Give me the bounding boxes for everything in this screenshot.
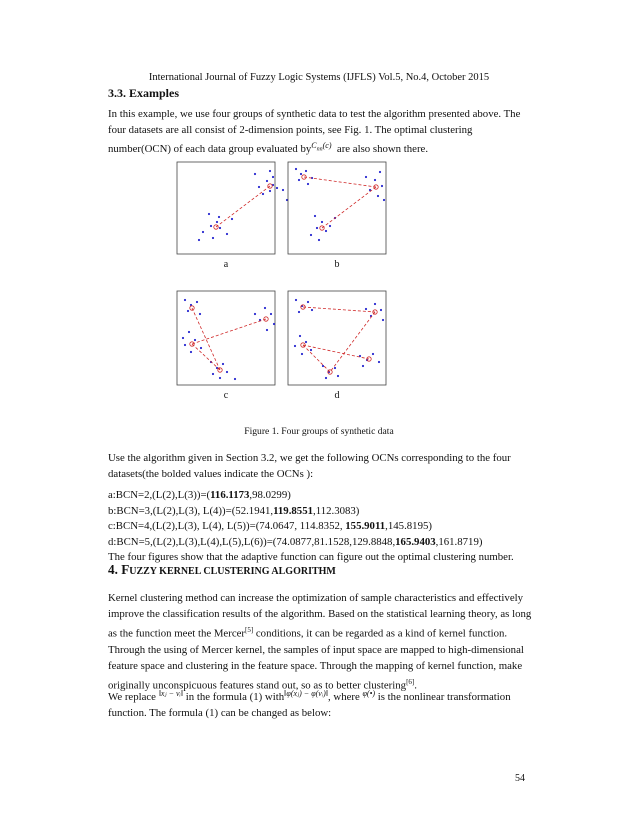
ocn-result-b (108, 504, 532, 520)
ocn-a-suffix: ,98.0299) (249, 489, 291, 501)
intro-line-3-end: are also shown there. (336, 143, 429, 155)
point (254, 173, 256, 175)
point (258, 186, 260, 188)
intro-line-1: In this example, we use four groups of synthetic data to test the algorithm presented above. The (108, 108, 521, 120)
point (282, 189, 284, 191)
point (212, 373, 214, 375)
point (234, 378, 236, 380)
point (334, 367, 336, 369)
point (325, 230, 327, 232)
point (310, 234, 312, 236)
point (380, 309, 382, 311)
panel-b-frame (288, 162, 386, 254)
point (184, 344, 186, 346)
results-line-2: datasets(the bolded values indicate the OCNs ): (108, 468, 314, 480)
kernel-line-4: Through the using of Mercer kernel, the samples of input space are mapped to high-dimensional (108, 643, 524, 656)
point (299, 335, 301, 337)
point (378, 361, 380, 363)
panel-a-label: a (223, 259, 229, 270)
point (219, 377, 221, 379)
cnn-subscript: nn (316, 146, 323, 153)
point (321, 221, 323, 223)
point (374, 179, 376, 181)
norm-x-minus-v: ‖xⱼ − vᵢ‖ (158, 689, 184, 698)
results-line-1: Use the algorithm given in Section 3.2, we get the following OCNs corresponding to the four (108, 452, 511, 464)
replace-text-c: , where (328, 691, 360, 703)
panel-d-label: d (334, 390, 340, 401)
phi-function: φ(•) (362, 689, 376, 698)
point (184, 299, 186, 301)
results-paragraph (108, 450, 532, 482)
intro-line-2: four datasets are all consist of 2-dimension points, see Fig. 1. The optimal clustering (108, 124, 473, 136)
section-4-heading (108, 562, 336, 578)
citation-6: [6] (406, 677, 415, 686)
kernel-paragraph (108, 590, 532, 693)
ocn-list (108, 488, 532, 566)
point (325, 377, 327, 379)
panel-a (177, 162, 288, 270)
point (305, 341, 307, 343)
point (307, 301, 309, 303)
cnn-argument: (c) (322, 141, 332, 150)
ocn-b-prefix: b:BCN=3,(L(2),L(3), L(4))=(52.1941, (108, 504, 274, 517)
kernel-line-1: Kernel clustering method can increase the optimization of sample characteristics and effectively (108, 592, 524, 604)
point (307, 183, 309, 185)
ocn-a-value: 116.1173 (210, 489, 250, 501)
kernel-line-3-start: as the function meet the Mercer (108, 627, 246, 640)
ocn-result-d (108, 535, 532, 551)
point (298, 179, 300, 181)
ocn-c-suffix: ,145.8195) (385, 520, 432, 532)
point (196, 301, 198, 303)
section-4-number: 4. F (108, 562, 130, 577)
point (310, 349, 312, 351)
section-title: 3.3. Examples (108, 86, 180, 100)
point (295, 299, 297, 301)
point (377, 195, 379, 197)
point (374, 303, 376, 305)
point (365, 308, 367, 310)
point (301, 353, 303, 355)
panel-b-label: b (334, 259, 340, 270)
point (212, 237, 214, 239)
intro-paragraph (108, 106, 532, 158)
point (208, 213, 210, 215)
point (316, 227, 318, 229)
point (276, 187, 278, 189)
point (218, 216, 220, 218)
point (362, 365, 364, 367)
panel-c (177, 291, 275, 401)
point (262, 193, 264, 195)
kernel-line-3-end: conditions, it can be regarded as a kind of kernel function. (253, 627, 508, 640)
page-number: 54 (515, 773, 525, 784)
point (210, 225, 212, 227)
panel-b (288, 162, 386, 270)
point (182, 337, 184, 339)
point (300, 173, 302, 175)
ocn-a-prefix: a:BCN=2,(L(2),L(3))=( (108, 489, 211, 501)
figure-1 (175, 160, 390, 416)
intro-line-3 (108, 138, 532, 158)
panel-a-frame (177, 162, 275, 254)
figure-caption: Figure 1. Four groups of synthetic data (244, 426, 394, 437)
point (222, 363, 224, 365)
ocn-c-prefix: c:BCN=4,(L(2),L(3), L(4), L(5))=(74.0647, 114.8352, (108, 520, 346, 532)
point (199, 313, 201, 315)
point (226, 233, 228, 235)
kernel-line-6-end: . (414, 679, 417, 692)
point (269, 190, 271, 192)
replace-text-a: We replace (108, 691, 156, 703)
cnn-math (311, 141, 332, 153)
point (269, 170, 271, 172)
point (382, 319, 384, 321)
point (381, 185, 383, 187)
point (190, 351, 192, 353)
panel-d (288, 291, 386, 401)
point (298, 311, 300, 313)
ocn-d-prefix: d:BCN=5,(L(2),L(3),L(4),L(5),L(6))=(74.0877,81.1528,129.8848, (108, 535, 396, 548)
point (266, 180, 268, 182)
ocn-d-suffix: ,161.8719) (435, 535, 483, 548)
section-4-title: UZZY KERNEL CLUSTERING ALGORITHM (129, 566, 336, 577)
point (216, 221, 218, 223)
point (194, 339, 196, 341)
ocn-c-value: 155.9011 (345, 520, 386, 532)
point (379, 171, 381, 173)
kernel-line-2: improve the classification results of the algorithm. Based on the statistical learning theory, as long (108, 608, 532, 620)
kernel-line-5: feature space and clustering in the feature space. Through the mapping of kernel function, make (108, 659, 523, 672)
kernel-line-6-start: originally unconspicuous features stand out, so as to better clustering (108, 679, 407, 692)
point (365, 176, 367, 178)
point (322, 365, 324, 367)
replace-paragraph (108, 686, 532, 721)
point (314, 215, 316, 217)
point (200, 347, 202, 349)
point (318, 239, 320, 241)
ocn-b-suffix: ,112.3083) (313, 504, 360, 517)
replace-text-d: is the nonlinear transformation (377, 691, 511, 703)
replace-text-b: in the formula (1) with (185, 691, 285, 703)
point (305, 170, 307, 172)
point (295, 168, 297, 170)
point (383, 199, 385, 201)
point (226, 371, 228, 373)
citation-5: [5] (245, 626, 254, 634)
point (266, 329, 268, 331)
journal-header: International Journal of Fuzzy Logic Systems (IJFLS) Vol.5, No.4, October 2015 (148, 72, 490, 83)
point (311, 309, 313, 311)
kernel-line-3 (108, 622, 532, 642)
point (294, 345, 296, 347)
point (272, 176, 274, 178)
point (202, 231, 204, 233)
panel-c-label: c (223, 390, 229, 401)
point (273, 323, 275, 325)
ocn-result-a (108, 488, 532, 504)
point (254, 313, 256, 315)
point (188, 331, 190, 333)
intro-line-3-start: number(OCN) of each data group evaluated by (108, 143, 312, 155)
replace-line-1 (108, 686, 532, 705)
ocn-d-value: 165.9403 (395, 535, 436, 548)
point (219, 227, 221, 229)
point (187, 310, 189, 312)
replace-line-2: function. The formula (1) can be changed as below: (108, 707, 332, 719)
point (198, 239, 200, 241)
point (231, 218, 233, 220)
norm-phi-x-minus-phi-v: ‖φ(xⱼ) − φ(vᵢ)‖ (284, 689, 329, 698)
point (372, 353, 374, 355)
ocn-b-value: 119.8551 (273, 504, 314, 517)
results-conclusion: The four figures show that the adaptive function can figure out the optimal clustering number. (108, 551, 514, 563)
point (337, 375, 339, 377)
cnn-symbol: C (311, 141, 317, 150)
ocn-result-c (108, 519, 532, 535)
point (329, 225, 331, 227)
point (270, 313, 272, 315)
point (264, 307, 266, 309)
